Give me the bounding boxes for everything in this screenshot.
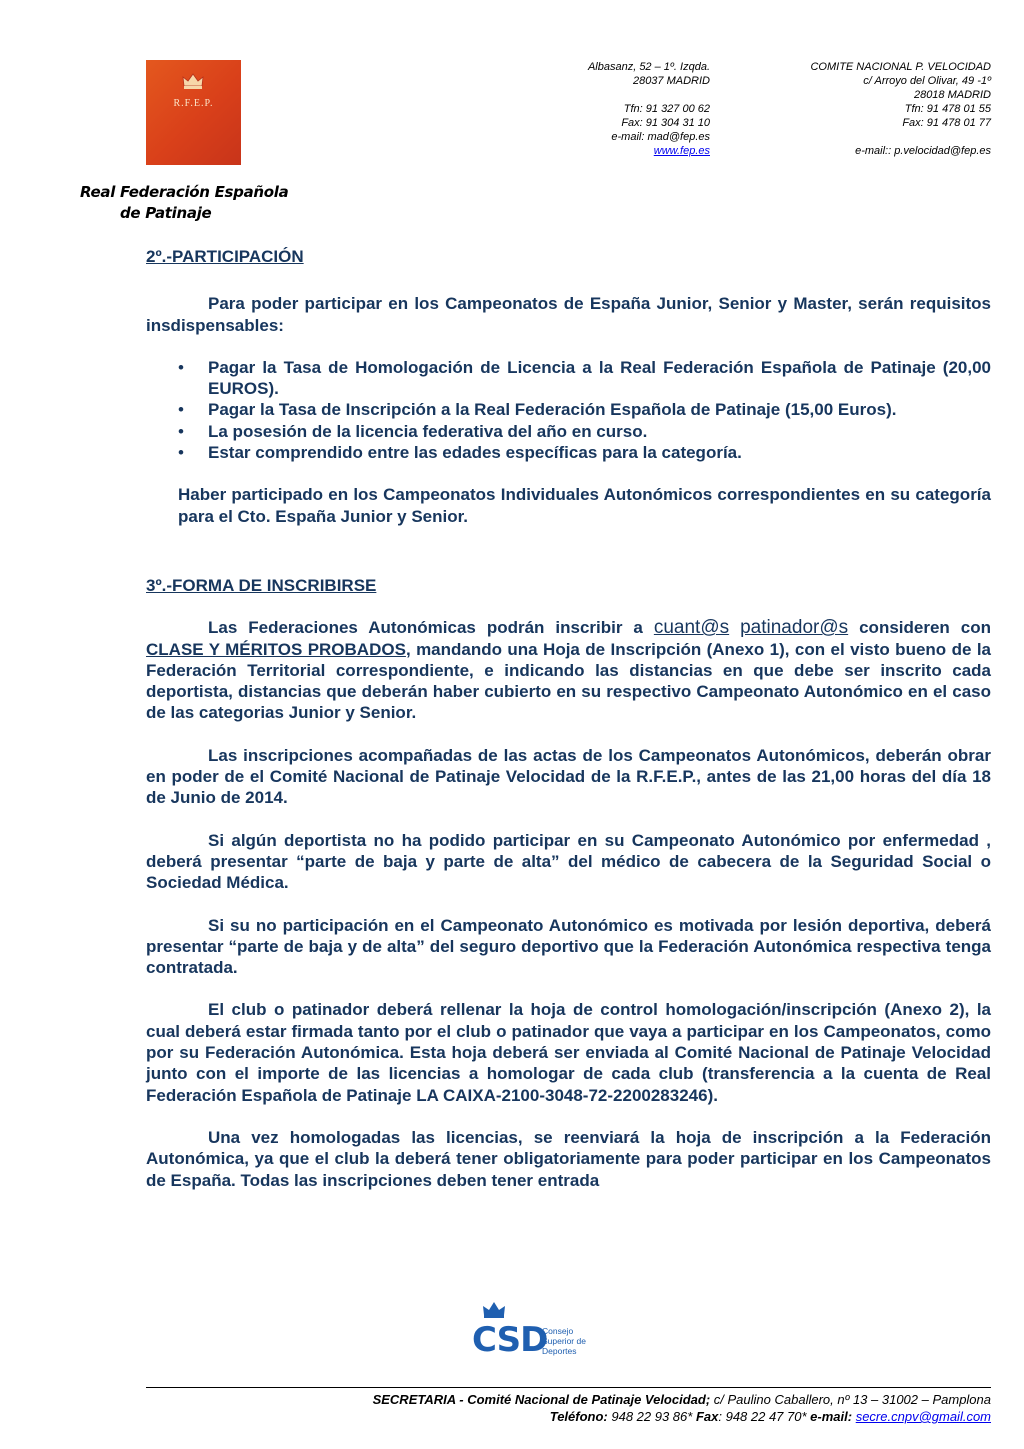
federation-name-line1: Real Federación Española xyxy=(80,183,289,201)
p1-mid: consideren con xyxy=(848,618,991,638)
p1-word-cuantos: cuant@s xyxy=(653,617,730,639)
committee-street: c/ Arroyo del Olivar, 49 -1º xyxy=(863,75,991,87)
footer-tel-label: Teléfono: xyxy=(549,1409,608,1424)
csd-letters: CSD xyxy=(472,1320,548,1360)
committee-fax: Fax: 91 478 01 77 xyxy=(902,117,991,129)
office-street: Albasanz, 52 – 1º. Izqda. xyxy=(587,61,710,73)
csd-logo xyxy=(472,1300,587,1385)
section3-paragraph-5: El club o patinador deberá rellenar la hoja de control homologación/inscripción (Anexo 2), la cual deberá estar firmada tanto por el club o patinador que vaya a participar en los Campeonatos, como por su Federación Autonómica. Esta hoja deberá ser enviada al Comité Nacional de Patinaje Velocidad junto con el importe de las licencias a homologar de cada club (transferencia a la cuenta de Real Federación Española de Patinaje LA CAIXA-2100-3048-72-2200283246). xyxy=(146,1000,991,1105)
footer-divider xyxy=(146,1387,991,1388)
rfep-logo xyxy=(146,60,241,165)
footer-fax: : 948 22 47 70* xyxy=(718,1409,811,1424)
p1-emphasis: CLASE Y MÉRITOS PROBADOS xyxy=(146,639,406,659)
p1-start: Las Federaciones Autonómicas podrán inscribir a xyxy=(208,618,654,638)
section2-intro: Para poder participar en los Campeonatos de España Junior, Senior y Master, serán requisitos insdispensables: xyxy=(146,294,991,335)
csd-sub-line: Superior de xyxy=(542,1336,586,1346)
section2-note: Haber participado en los Campeonatos Individuales Autonómicos correspondientes en su categoría para el Cto. España Junior y Senior. xyxy=(178,485,991,526)
csd-subtitle xyxy=(542,1326,586,1356)
footer-address: c/ Paulino Caballero, nº 13 – 31002 – Pamplona xyxy=(710,1392,991,1407)
office-phone: Tfn: 91 327 00 62 xyxy=(623,103,710,115)
footer-line-2 xyxy=(146,1409,991,1424)
crown-icon xyxy=(182,72,204,90)
footer-fax-label: Fax xyxy=(695,1409,719,1424)
p1-word-patinadores: patinador@s xyxy=(740,617,849,639)
committee-email: e-mail:: p.velocidad@fep.es xyxy=(855,145,991,157)
crown-icon xyxy=(482,1300,506,1320)
requirements-list xyxy=(146,357,991,463)
office-city: 28037 MADRID xyxy=(632,75,710,87)
committee-phone: Tfn: 91 478 01 55 xyxy=(904,103,991,115)
footer-email-label: e-mail: xyxy=(810,1409,853,1424)
section3-paragraph-4: Si su no participación en el Campeonato Autonómico es motivada por lesión deportiva, deberá presentar “parte de baja y de alta” del seguro deportivo que la Federación Autonómica respectiva tenga contratada. xyxy=(146,915,991,978)
committee-address xyxy=(760,60,991,158)
csd-sub-line: Consejo xyxy=(542,1326,574,1336)
committee-name: COMITE NACIONAL P. VELOCIDAD xyxy=(810,61,991,73)
committee-city: 28018 MADRID xyxy=(913,89,991,101)
section2-heading: 2º.-PARTICIPACIÓN xyxy=(146,247,304,266)
document-body xyxy=(146,246,991,1191)
requirement-item: • Estar comprendido entre las edades específicas para la categoría. xyxy=(208,442,991,463)
office-web-link[interactable]: www.fep.es xyxy=(653,145,710,157)
section3-heading: 3º.-FORMA DE INSCRIBIRSE xyxy=(146,575,377,595)
office-address xyxy=(540,60,710,158)
logo-text: R.F.E.P. xyxy=(173,98,214,109)
requirement-item: • Pagar la Tasa de Inscripción a la Real Federación Española de Patinaje (15,00 Euros). xyxy=(208,399,991,420)
section3-paragraph-3: Si algún deportista no ha podido participar en su Campeonato Autonómico por enfermedad , deberá presentar “parte de baja y parte de alta” del médico de cabecera de la Seguridad Social o Sociedad Médica. xyxy=(146,830,991,893)
csd-sub-line: Deportes xyxy=(542,1346,577,1356)
office-email: e-mail: mad@fep.es xyxy=(611,131,710,143)
footer-email-link[interactable]: secre.cnpv@gmail.com xyxy=(855,1409,991,1424)
footer-line-1 xyxy=(146,1392,991,1407)
footer-tel: 948 22 93 86* xyxy=(607,1409,696,1424)
office-fax: Fax: 91 304 31 10 xyxy=(621,117,710,129)
federation-name-line2: de Patinaje xyxy=(120,204,212,222)
federation-name xyxy=(80,182,290,224)
section3-paragraph-2: Las inscripciones acompañadas de las actas de los Campeonatos Autonómicos, deberán obrar en poder de el Comité Nacional de Patinaje Velocidad de la R.F.E.P., antes de las 21,00 horas del día 18 de Junio de 2014. xyxy=(146,745,991,808)
section3-paragraph-6: Una vez homologadas las licencias, se reenviará la hoja de inscripción a la Federación Autonómica, ya que el club la deberá tener obligatoriamente para poder participar en los Campeonatos de España. Todas las inscripciones deben tener entrada xyxy=(146,1127,991,1190)
requirement-item: • Pagar la Tasa de Homologación de Licencia a la Real Federación Española de Patinaje (20,00 EUROS). xyxy=(208,357,991,400)
section3-paragraph-1 xyxy=(146,617,991,723)
requirement-item: • La posesión de la licencia federativa del año en curso. xyxy=(208,421,991,442)
p1-end: , mandando una Hoja de Inscripción (Anexo 1), con el visto bueno de la Federación Territorial correspondiente, e indicando las distancias en que debe ser inscrito cada deportista, distancias que deberán haber cubierto en su respectivo Campeonato Autonómico en el caso de las categorias Junior y Senior. xyxy=(146,639,991,723)
footer-secretaria: SECRETARIA - Comité Nacional de Patinaje Velocidad; xyxy=(372,1392,711,1407)
